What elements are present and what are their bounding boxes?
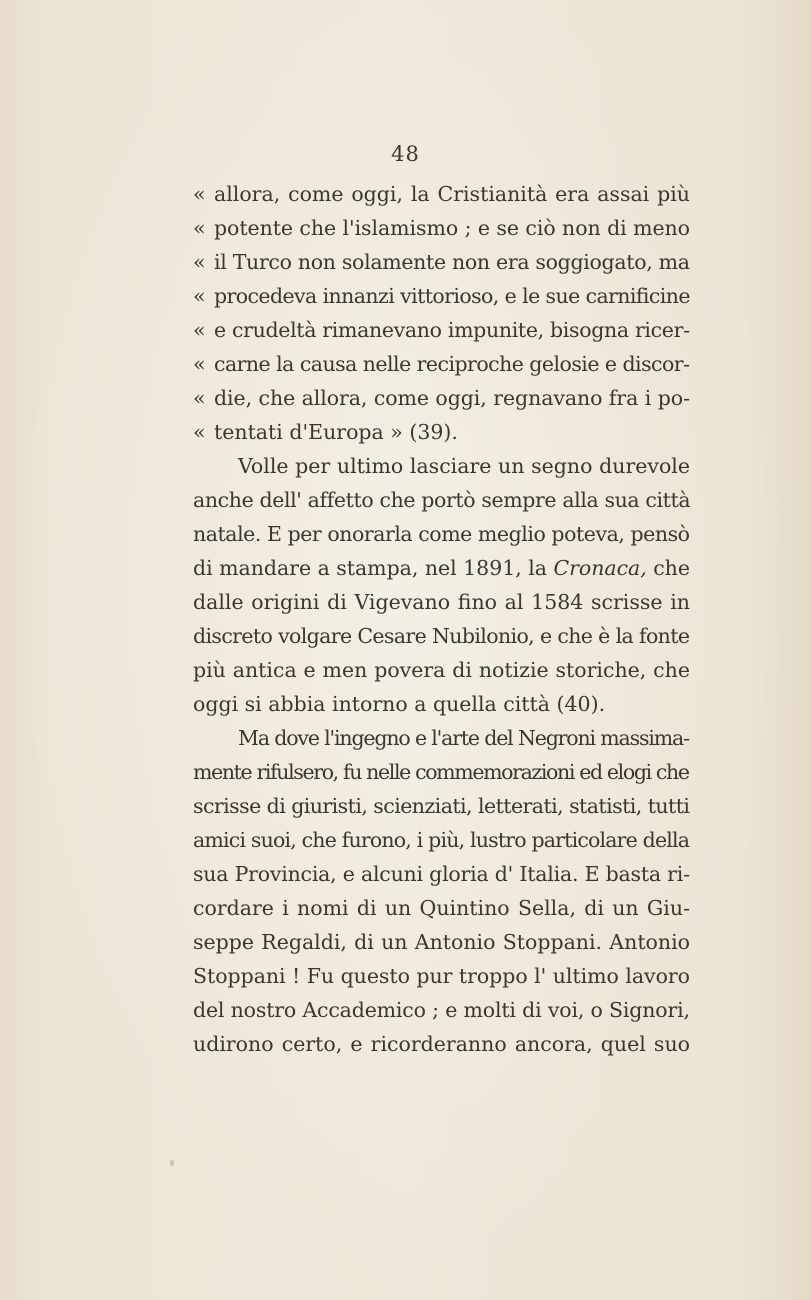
quote-line: [0, 381, 811, 415]
paragraph-line-text: sua Provincia, e alcuni gloria d' Italia. E basta ri-: [193, 862, 690, 886]
paragraph-line: [0, 551, 811, 585]
paragraph-line-text: più antica e men povera di notizie storiche, che: [193, 658, 690, 682]
paragraph-line-text: discreto volgare Cesare Nubilonio, e che è la fonte: [193, 624, 690, 648]
quote-line: [0, 211, 811, 245]
paragraph-line: [0, 755, 811, 789]
quote-line: [0, 347, 811, 381]
text-run: che: [646, 556, 690, 580]
paragraph-line: [0, 823, 811, 857]
paragraph-line-text: [193, 551, 690, 585]
quote-line-text: potente che l'islamismo ; e se ciò non di meno: [214, 216, 690, 240]
quote-line: [0, 177, 811, 211]
guillemet: «: [193, 318, 206, 342]
text-run: di mandare a stampa, nel 1891, la: [193, 556, 554, 580]
guillemet: «: [193, 420, 206, 444]
guillemet: «: [193, 386, 206, 410]
quote-line-text: il Turco non solamente non era soggiogato, ma: [214, 250, 690, 274]
paragraph-line-text: del nostro Accademico ; e molti di voi, o Signori,: [193, 998, 690, 1022]
quote-line-text: e crudeltà rimanevano impunite, bisogna ricer-: [214, 318, 690, 342]
quote-line: [0, 415, 811, 449]
quote-line-text: tentati d'Europa » (39).: [214, 420, 458, 444]
paragraph-line-text: Volle per ultimo lasciare un segno durevole: [238, 454, 690, 478]
paragraph-line: [0, 517, 811, 551]
guillemet: «: [193, 284, 206, 308]
paragraph-line-text: oggi si abbia intorno a quella città (40).: [193, 692, 606, 716]
paragraph-line: [0, 721, 811, 755]
paragraph-line-text: seppe Regaldi, di un Antonio Stoppani. Antonio: [193, 930, 690, 954]
paragraph-line: [0, 959, 811, 993]
quote-line-text: procedeva innanzi vittorioso, e le sue carnificine: [214, 284, 690, 308]
paragraph-line-text: scrisse di giuristi, scienziati, letterati, statisti, tutti: [193, 794, 690, 818]
book-title-italic: Cronaca,: [553, 556, 647, 580]
paragraph-line-text: udirono certo, e ricorderanno ancora, quel suo: [193, 1032, 690, 1056]
paragraph-line: [0, 449, 811, 483]
quote-line-text: die, che allora, come oggi, regnavano fra i po-: [214, 386, 690, 410]
quote-line: [0, 279, 811, 313]
paragraph-line-text: natale. E per onorarla come meglio poteva, pensò: [193, 522, 690, 546]
paper-speck: [170, 1160, 174, 1166]
paragraph-line-text: cordare i nomi di un Quintino Sella, di un Giu-: [193, 896, 690, 920]
paragraph-line: [0, 789, 811, 823]
quote-line-text: carne la causa nelle reciproche gelosie e discor-: [214, 352, 690, 376]
quote-line-text: allora, come oggi, la Cristianità era assai più: [214, 182, 690, 206]
paragraph-line-text: amici suoi, che furono, i più, lustro particolare della: [193, 828, 690, 852]
paragraph-line: [0, 619, 811, 653]
paragraph-line: [0, 585, 811, 619]
quote-line: [0, 313, 811, 347]
paragraph-line: [0, 993, 811, 1027]
paragraph-line: [0, 483, 811, 517]
paragraph-line-text: dalle origini di Vigevano fino al 1584 scrisse in: [193, 590, 690, 614]
guillemet: «: [193, 352, 206, 376]
guillemet: «: [193, 182, 206, 206]
paragraph-line: [0, 857, 811, 891]
paragraph-line: [0, 1027, 811, 1061]
guillemet: «: [193, 250, 206, 274]
paragraph-line: [0, 653, 811, 687]
paragraph-line: [0, 891, 811, 925]
paragraph-line: [0, 925, 811, 959]
paragraph-line-text: mente rifulsero, fu nelle commemorazioni ed elogi che: [193, 760, 689, 784]
paragraph-line: [0, 687, 811, 721]
page-number: 48: [391, 142, 420, 166]
guillemet: «: [193, 216, 206, 240]
paragraph-line-text: Ma dove l'ingegno e l'arte del Negroni massima-: [238, 726, 689, 750]
quote-line: [0, 245, 811, 279]
paragraph-line-text: Stoppani ! Fu questo pur troppo l' ultimo lavoro: [193, 964, 690, 988]
paragraph-line-text: anche dell' affetto che portò sempre alla sua città: [193, 488, 691, 512]
